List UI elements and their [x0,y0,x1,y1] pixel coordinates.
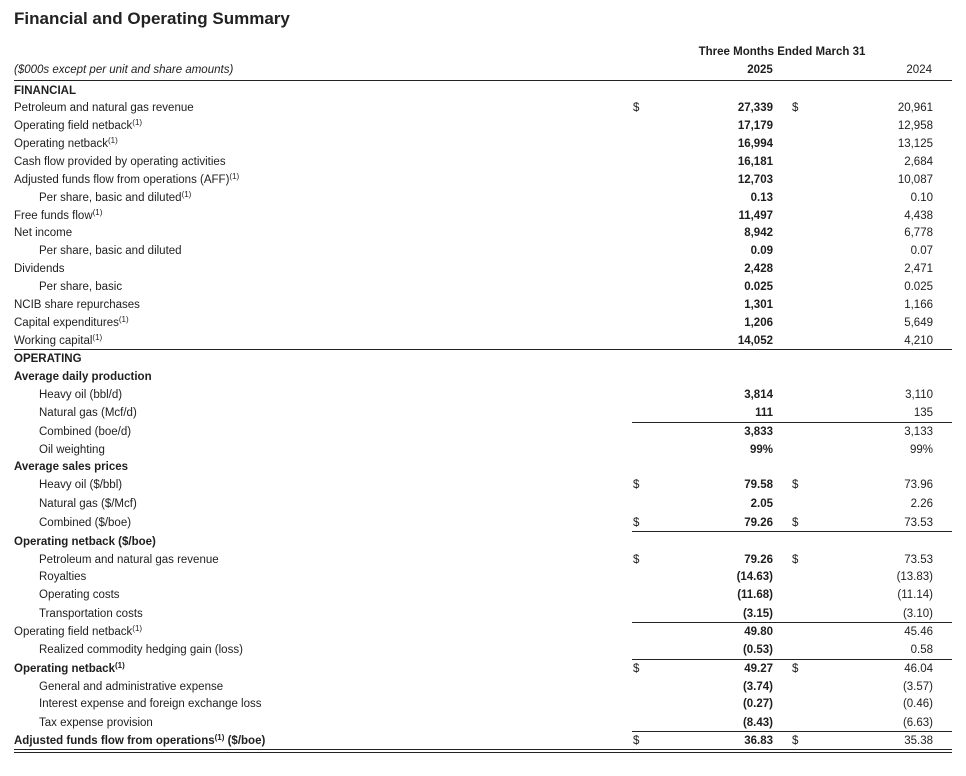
row-label-text: Cash flow provided by operating activities [14,156,226,168]
currency-symbol-prior: $ [792,554,799,566]
table-row [0,224,966,242]
value-2025: 11,497 [738,210,773,222]
table-row [0,568,966,586]
value-2024: 73.53 [904,554,933,566]
table-row [0,386,966,404]
table-row [0,458,966,476]
row-label [39,714,153,732]
value-2024: 35.38 [904,735,933,747]
row-label-text: Natural gas (Mcf/d) [39,407,137,419]
row-label [14,153,226,171]
year-current-header: 2025 [747,64,773,76]
table-row [0,732,966,750]
value-2024: 45.46 [904,626,933,638]
value-2025: (0.27) [742,698,773,710]
row-label [39,386,122,404]
table-row [0,404,966,422]
subtotal-rule [632,731,952,732]
value-2025: (0.53) [742,644,773,656]
table-row [0,714,966,732]
row-label [39,404,137,422]
value-2024: 46.04 [904,663,933,675]
value-2024: 73.96 [904,479,933,491]
row-label [14,135,118,153]
total-rule [14,749,952,750]
value-2025: 1,206 [744,317,773,329]
value-2025: 49.27 [744,663,773,675]
table-row [0,423,966,441]
currency-symbol-current: $ [633,102,640,114]
subtotal-rule [632,422,952,423]
currency-symbol-prior: $ [792,735,799,747]
value-2025: 8,942 [744,227,773,239]
row-label [39,678,223,696]
subtotal-rule [632,659,952,660]
row-label [14,332,102,350]
row-label-text: Per share, basic [39,281,123,293]
value-2025: 0.09 [750,245,773,257]
table-row [0,296,966,314]
value-2025: 16,994 [737,138,773,150]
row-label [39,495,137,513]
value-2024: 13,125 [897,138,933,150]
row-label-text: Operating field netback [14,626,133,638]
value-2025: 3,814 [744,389,773,401]
row-label-text: Working capital [14,335,93,347]
row-label-text: Operating netback [14,138,108,150]
row-label [14,296,140,314]
value-2025: 27,339 [737,102,773,114]
row-label-text: FINANCIAL [14,85,76,97]
row-label [14,350,82,368]
value-2024: 2,471 [904,263,933,275]
table-row [0,641,966,659]
currency-symbol-prior: $ [792,102,799,114]
value-2024: 6,778 [904,227,933,239]
table-row [0,189,966,207]
footnote-marker: (1) [118,315,129,324]
value-2025: (8.43) [742,717,773,729]
row-label [14,82,76,100]
table-row [0,153,966,171]
table-row [0,260,966,278]
units-note: ($000s except per unit and share amounts) [14,64,234,76]
row-label [39,551,219,569]
footnote-marker: (1) [92,333,103,342]
row-label [39,423,131,441]
year-prior-header: 2024 [906,64,932,76]
table-row [0,441,966,459]
currency-symbol-prior: $ [792,517,799,529]
row-label [14,117,142,135]
currency-symbol-prior: $ [792,479,799,491]
row-label-suffix: ($/boe) [224,735,266,747]
value-2024: (0.46) [902,698,933,710]
row-label [14,623,142,641]
row-label-text: Per share, basic and diluted [39,245,182,257]
row-label [39,441,105,459]
value-2025: 2.05 [750,498,773,510]
row-label [14,207,102,225]
row-label-text: Heavy oil (bbl/d) [39,389,123,401]
value-2025: 3,833 [744,426,773,438]
row-label-text: Transportation costs [39,608,143,620]
value-2024: (13.83) [896,571,933,583]
row-label [39,514,131,532]
row-label-text: Average sales prices [14,461,129,473]
value-2025: 1,301 [744,299,773,311]
row-label-text: Free funds flow [14,210,93,222]
row-label-text: Tax expense provision [39,717,153,729]
value-2024: 20,961 [897,102,933,114]
value-2025: (11.68) [737,589,773,601]
value-2025: 16,181 [737,156,773,168]
table-row [0,314,966,332]
row-label-text: Royalties [39,571,87,583]
row-label [39,586,120,604]
row-label-text: Average daily production [14,371,152,383]
row-label-text: Dividends [14,263,65,275]
currency-symbol-current: $ [633,517,640,529]
section-rule [14,349,952,350]
value-2024: 3,133 [904,426,933,438]
value-2024: 0.58 [910,644,933,656]
currency-symbol-current: $ [633,554,640,566]
value-2024: 0.07 [910,245,933,257]
table-row [0,171,966,189]
row-label-text: Oil weighting [39,444,105,456]
row-label-text: Petroleum and natural gas revenue [14,102,194,114]
value-2025: 17,179 [737,120,773,132]
page-title: Financial and Operating Summary [14,9,290,28]
row-label-text: Combined ($/boe) [39,517,132,529]
row-label [14,171,239,189]
value-2025: 79.26 [744,554,773,566]
row-label [39,278,122,296]
table-row [0,678,966,696]
table-row [0,350,966,368]
footnote-marker: (1) [107,136,118,145]
row-label [14,99,194,117]
value-2025: (3.15) [742,608,773,620]
value-2025: 111 [755,407,773,419]
value-2024: 73.53 [904,517,933,529]
table-row [0,99,966,117]
footnote-marker: (1) [132,624,143,633]
row-label-text: General and administrative expense [39,681,224,693]
table-row [0,242,966,260]
value-2024: 0.10 [910,192,933,204]
row-label-text: OPERATING [14,353,82,365]
currency-symbol-current: $ [633,479,640,491]
table-row [0,695,966,713]
row-label [14,732,265,750]
value-2024: 10,087 [897,174,933,186]
table-row [0,207,966,225]
row-label [39,605,143,623]
row-label [14,224,72,242]
table-row [0,117,966,135]
row-label-text: Operating costs [39,589,120,601]
row-label-text: Adjusted funds flow from operations (AFF) [14,174,230,186]
currency-symbol-current: $ [633,735,640,747]
value-2025: 99% [749,444,773,456]
row-label-text: Net income [14,227,73,239]
currency-symbol-current: $ [633,663,640,675]
row-label-text: Petroleum and natural gas revenue [39,554,219,566]
footnote-marker: (1) [181,190,192,199]
value-2024: 0.025 [904,281,933,293]
currency-symbol-prior: $ [792,663,799,675]
subtotal-rule [632,622,952,623]
table-row [0,368,966,386]
value-2025: 2,428 [744,263,773,275]
row-label-text: Operating netback ($/boe) [14,536,156,548]
value-2025: 0.025 [744,281,773,293]
row-label-text: Heavy oil ($/bbl) [39,479,123,491]
row-label-text: NCIB share repurchases [14,299,140,311]
table-row [0,605,966,623]
row-label [14,368,152,386]
value-2024: 12,958 [897,120,933,132]
table-row [0,476,966,494]
row-label-text: Capital expenditures [14,317,119,329]
table-row [0,332,966,350]
row-label-text: Operating netback [14,663,115,675]
row-label [14,660,125,678]
table-row [0,514,966,532]
value-2024: 135 [913,407,933,419]
footnote-marker: (1) [229,172,240,181]
table-row [0,586,966,604]
table-row [0,551,966,569]
value-2024: 2.26 [910,498,933,510]
table-row [0,495,966,513]
footnote-marker: (1) [114,661,125,670]
table-row [0,135,966,153]
value-2025: 14,052 [737,335,773,347]
row-label-text: Per share, basic and diluted [39,192,182,204]
value-2024: 99% [909,444,933,456]
value-2025: 12,703 [737,174,773,186]
value-2024: 3,110 [905,389,933,401]
total-double-rule [14,752,952,753]
value-2024: 1,166 [904,299,933,311]
row-label-text: Combined (boe/d) [39,426,132,438]
row-label [39,568,86,586]
value-2024: (3.57) [902,681,933,693]
row-label-text: Operating field netback [14,120,133,132]
row-label [14,314,129,332]
value-2024: (11.14) [897,589,933,601]
value-2025: 36.83 [744,735,773,747]
table-row [0,660,966,678]
value-2025: (14.63) [736,571,773,583]
table-row [0,623,966,641]
value-2025: 79.58 [744,479,773,491]
value-2024: 2,684 [904,156,933,168]
value-2025: 79.26 [744,517,773,529]
row-label [39,695,261,713]
table-row [0,533,966,551]
period-header: Three Months Ended March 31 [698,46,866,58]
footnote-marker: (1) [214,733,225,742]
value-2024: 4,210 [904,335,933,347]
table-row [0,278,966,296]
footnote-marker: (1) [92,208,103,217]
value-2025: (3.74) [742,681,773,693]
value-2024: 4,438 [904,210,933,222]
subtotal-rule [632,531,952,532]
row-label-text: Realized commodity hedging gain (loss) [39,644,243,656]
row-label-text: Adjusted funds flow from operations [14,735,215,747]
row-label [14,533,156,551]
row-label-text: Natural gas ($/Mcf) [39,498,137,510]
row-label [39,242,182,260]
row-label [39,641,243,659]
footnote-marker: (1) [132,118,143,127]
value-2024: (3.10) [902,608,933,620]
row-label [39,476,122,494]
value-2025: 49.80 [744,626,773,638]
value-2025: 0.13 [750,192,773,204]
value-2024: 5,649 [904,317,933,329]
table-row [0,82,966,100]
row-label [39,189,191,207]
header-rule [14,80,952,81]
row-label [14,260,65,278]
row-label [14,458,128,476]
value-2024: (6.63) [902,717,933,729]
row-label-text: Interest expense and foreign exchange loss [39,698,262,710]
